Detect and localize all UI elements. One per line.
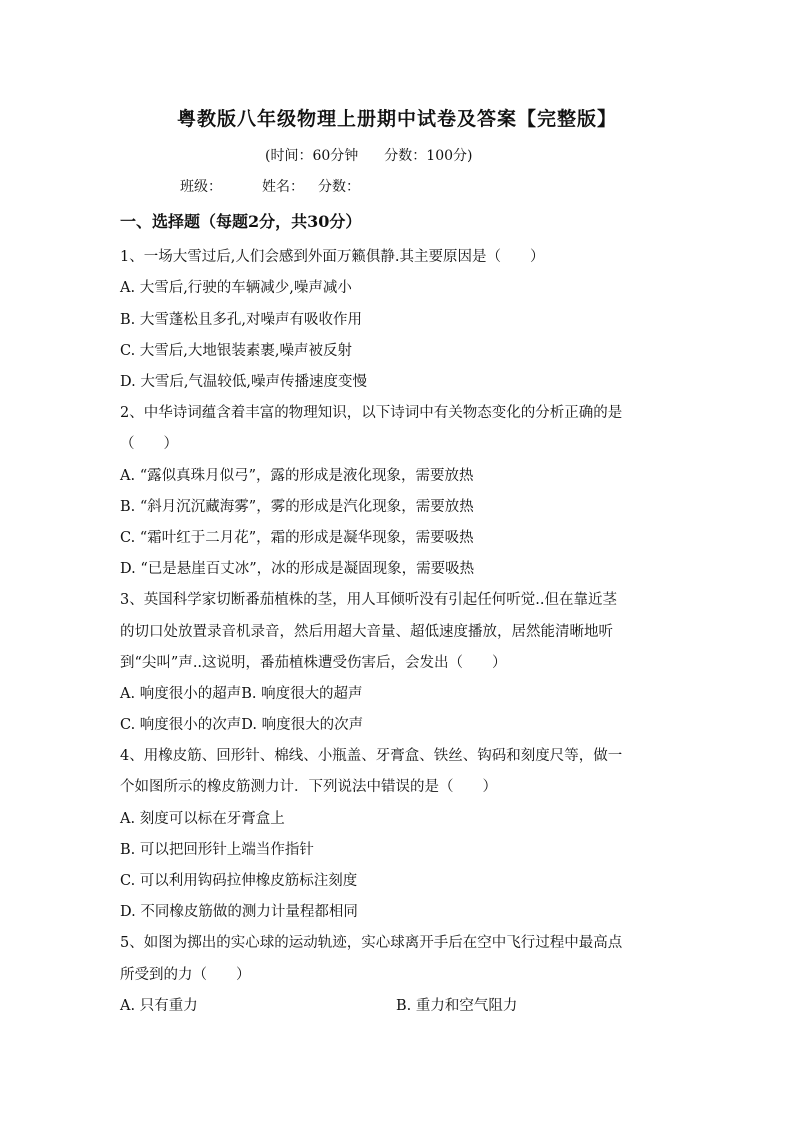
exam-meta: [265, 145, 472, 165]
exam-total-score: 分数：100分): [384, 148, 473, 164]
option-line: C. 可以利用钩码拉伸橡皮筋标注刻度: [120, 873, 358, 889]
student-info: [180, 176, 360, 196]
option-line: D. 大雪后,气温较低,噪声传播速度变慢: [120, 374, 368, 390]
question-line: 的切口处放置录音机录音，然后用超大音量、超低速度播放，居然能清晰地听: [120, 624, 613, 640]
option-line: C. 大雪后,大地银装素裹,噪声被反射: [120, 343, 353, 359]
question-line: 3、英国科学家切断番茄植株的茎，用人耳倾听没有引起任何听觉..但在靠近茎: [120, 592, 617, 608]
question-line: 个如图所示的橡皮筋测力计．下列说法中错误的是（ ）: [120, 779, 497, 795]
question-line: 所受到的力（ ）: [120, 967, 251, 983]
option-line: B. 大雪蓬松且多孔,对噪声有吸收作用: [120, 312, 362, 328]
score-label: 分数：: [318, 179, 360, 195]
option-b: B. 重力和空气阻力: [396, 998, 518, 1014]
option-line: D. 不同橡皮筋做的测力计量程都相同: [120, 904, 358, 920]
option-line: C. “霜叶红于二月花”，霜的形成是凝华现象，需要吸热: [120, 530, 474, 546]
class-label: 班级：: [180, 179, 222, 195]
section-heading: 一、选择题（每题2分，共30分）: [120, 212, 362, 231]
document-title: 粤教版八年级物理上册期中试卷及答案【完整版】: [176, 108, 617, 130]
question-line: 4、用橡皮筋、回形针、棉线、小瓶盖、牙膏盒、铁丝、钩码和刻度尺等，做一: [120, 748, 623, 764]
question-line: 到“尖叫”声..这说明，番茄植株遭受伤害后，会发出（ ）: [120, 655, 507, 671]
option-line: D. “已是悬崖百丈冰”，冰的形成是凝固现象，需要吸热: [120, 561, 475, 577]
question-line: 2、中华诗词蕴含着丰富的物理知识，以下诗词中有关物态变化的分析正确的是: [120, 405, 623, 421]
option-line: A. “露似真珠月似弓”，露的形成是液化现象，需要放热: [120, 468, 474, 484]
option-line: A. 响度很小的超声B. 响度很大的超声: [120, 686, 363, 702]
question-line: 5、如图为掷出的实心球的运动轨迹，实心球离开手后在空中飞行过程中最高点: [120, 935, 623, 951]
question-line: （ ）: [120, 436, 178, 452]
name-label: 姓名：: [262, 179, 304, 195]
option-line: B. “斜月沉沉藏海雾”，雾的形成是汽化现象，需要放热: [120, 499, 474, 515]
question-line: 1、一场大雪过后,人们会感到外面万籁俱静.其主要原因是（ ）: [120, 249, 545, 265]
option-line: A. 刻度可以标在牙膏盒上: [120, 811, 285, 827]
option-line: A. 大雪后,行驶的车辆减少,噪声减小: [120, 280, 352, 296]
exam-time: (时间：60分钟: [265, 148, 359, 164]
option-a: A. 只有重力: [120, 998, 198, 1014]
option-line: B. 可以把回形针上端当作指针: [120, 842, 314, 858]
option-line: C. 响度很小的次声D. 响度很大的次声: [120, 717, 364, 733]
